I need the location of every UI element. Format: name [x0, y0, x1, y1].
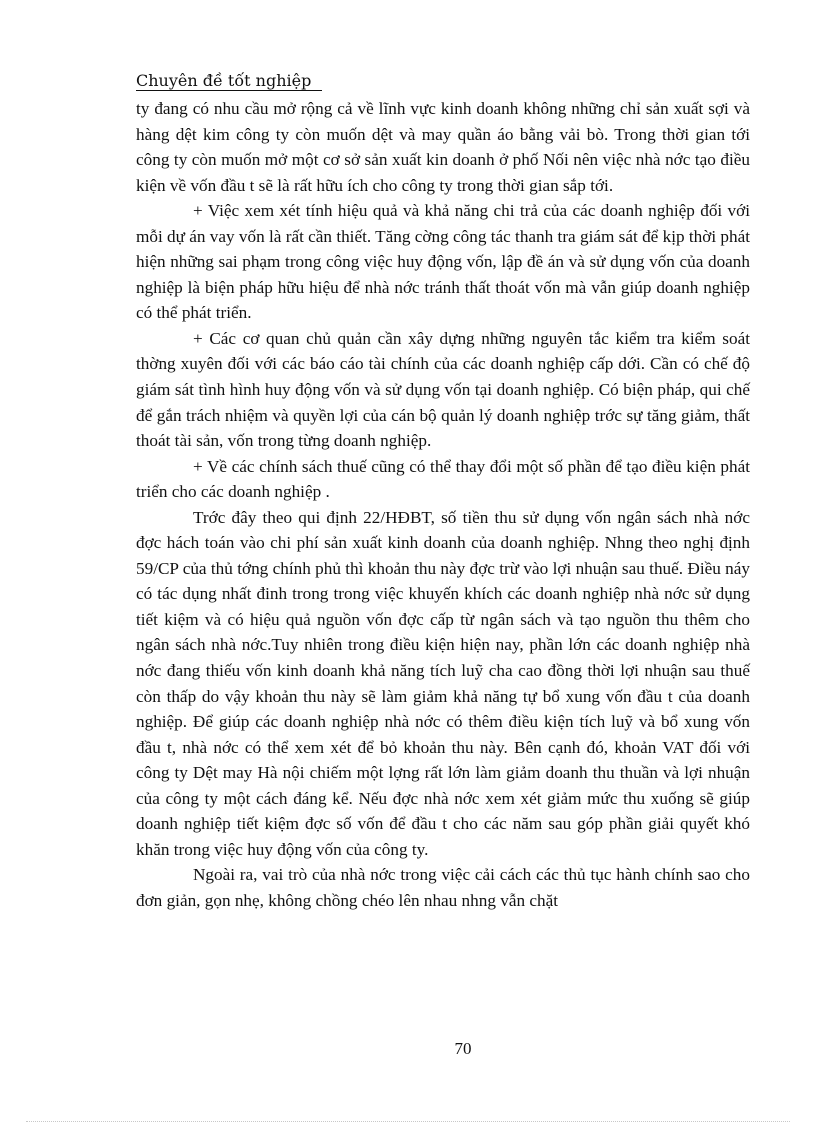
paragraph: Ngoài ra, vai trò của nhà nớc trong việc cải cách các thủ tục hành chính sao cho đơn giản, gọn nhẹ, không chồng chéo lên nhau nhng vẫn chặt: [136, 865, 750, 910]
body-text: [136, 96, 750, 914]
page-number: 70: [454, 1039, 472, 1058]
paragraph: + Về các chính sách thuế cũng có thể thay đổi một số phần để tạo điều kiện phát triển cho các doanh nghiệp .: [136, 456, 750, 502]
header-title: Chuyên đề tốt nghiệp: [136, 71, 312, 90]
paragraph: + Việc xem xét tính hiệu quả và khả năng chi trả của các doanh nghiệp đối với mỗi dự án vay vốn là rất cần thiết. Tăng cờng công tác thanh tra giám sát để kịp thời phát hiện những sai phạm trong công việc huy động vốn, lập đề án và sử dụng vốn của doanh nghiệp là biện pháp hữu hiệu để nhà nớc tránh thất thoát vốn mà vẫn giúp doanh nghiệp có thể phát triển.: [136, 201, 750, 323]
paragraph: ty đang có nhu cầu mở rộng cả về lĩnh vực kinh doanh không những chỉ sản xuất sợi và hàng dệt kim công ty còn muốn dệt và may quần áo bằng vải bò. Trong thời gian tới công ty còn muốn mở một cơ sở sản xuất kin doanh ở phố Nối nên việc nhà nớc tạo điều kiện về vốn đầu t sẽ là rất hữu ích cho công ty trong thời gian sắp tới.: [136, 99, 750, 195]
paragraph: Trớc đây theo qui định 22/HĐBT, số tiền thu sử dụng vốn ngân sách nhà nớc đợc hách toán vào chi phí sản xuất kinh doanh của doanh nghiệp. Nhng theo nghị định 59/CP của thủ tớng chính phủ thì khoản thu này đợc trừ vào lợi nhuận sau thuế. Điều náy có tác dụng nhất đinh trong trong việc khuyến khích các doanh nghiệp nhà nớc sử dụng tiết kiệm và có hiệu quả nguồn vốn đợc cấp từ ngân sách và tạo nguồn thu thêm cho ngân sách nhà nớc.Tuy nhiên trong điều kiện hiện nay, phần lớn các doanh nghiệp nhà nớc đang thiếu vốn kinh doanh khả năng tích luỹ cha cao đồng thời lợi nhuận sau thuế còn thấp do vậy khoản thu này sẽ làm giảm khả năng tự bổ xung vốn đầu t của doanh nghiệp. Để giúp các doanh nghiệp nhà nớc có thêm điều kiện tích luỹ và bổ xung vốn đầu t, nhà nớc có thể xem xét để bỏ khoản thu này. Bên cạnh đó, khoản VAT đối với công ty Dệt may Hà nội chiếm một lợng rất lớn làm giảm doanh thu thuần và lợi nhuận của công ty một cách đáng kể. Nếu đợc nhà nớc xem xét giảm mức thu xuống sẽ giúp doanh nghiệp tiết kiệm đợc số vốn để đầu t cho các năm sau góp phần giải quyết khó khăn trong việc huy động vốn của công ty.: [136, 507, 750, 859]
header-underline: [136, 90, 322, 91]
paragraph: + Các cơ quan chủ quản cần xây dựng những nguyên tắc kiểm tra kiểm soát thờng xuyên đối với các báo cáo tài chính của các doanh nghiệp cấp dới. Cần có chế độ giám sát tình hình huy động vốn và sử dụng vốn tại doanh nghiệp. Có biện pháp, qui chế để gắn trách nhiệm và quyền lợi của cán bộ quản lý doanh nghiệp trớc sự tăng giảm, thất thoát tài sản, vốn trong từng doanh nghiệp.: [136, 328, 750, 451]
page-bottom-divider: [26, 1121, 790, 1122]
